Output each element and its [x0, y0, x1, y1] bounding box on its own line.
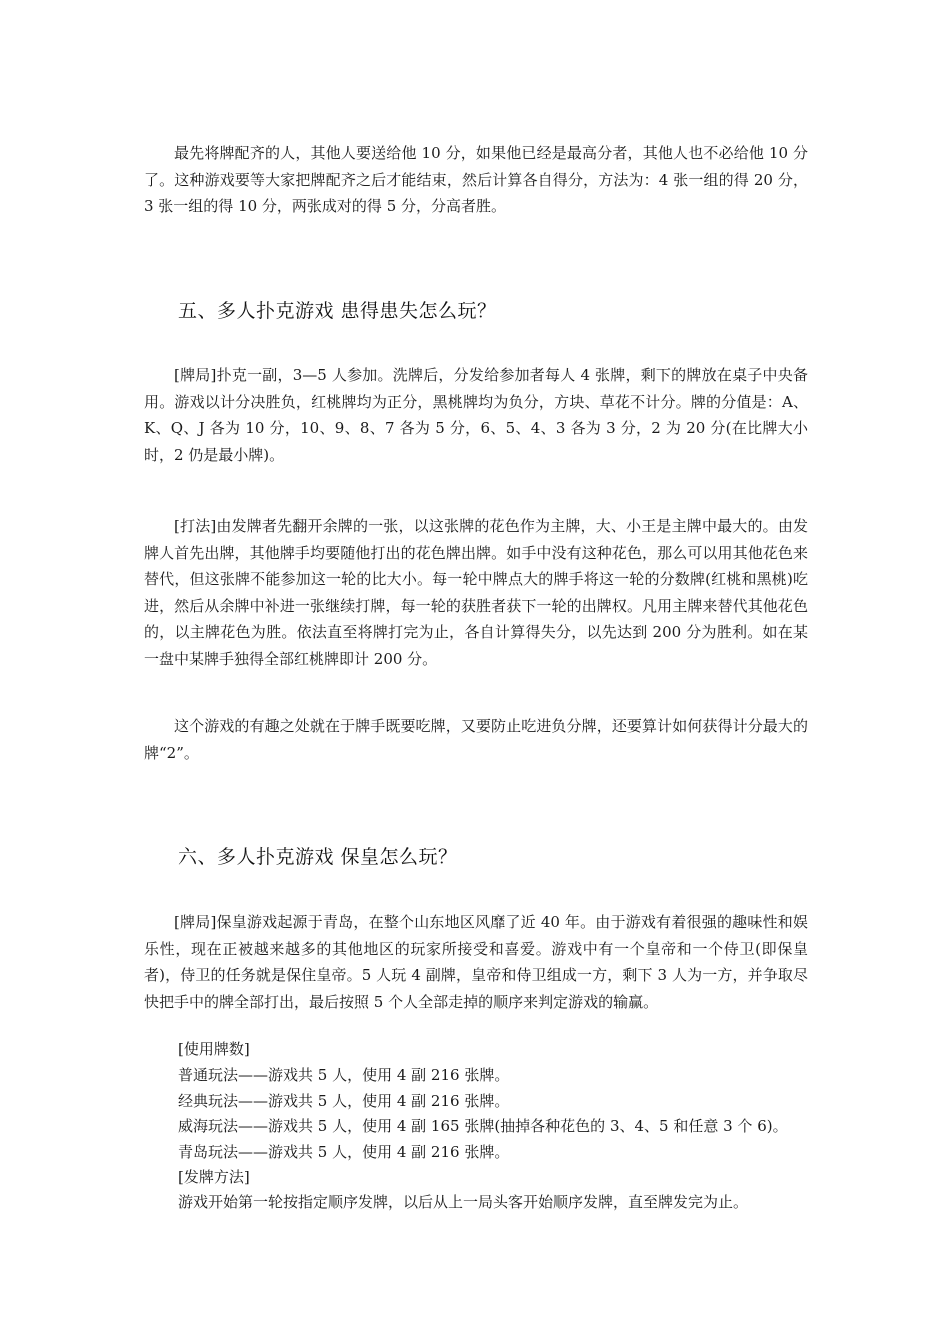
section-6-heading: 六、多人扑克游戏 保皇怎么玩？ [178, 846, 458, 868]
deal-method-line: 游戏开始第一轮按指定顺序发牌，以后从上一局头客开始顺序发牌，直至牌发完为止。 [178, 1193, 749, 1211]
rule-line-weihai: 威海玩法——游戏共 5 人，使用 4 副 165 张牌(抽掉各种花色的 3、4、5 和任意 3 个 6)。 [178, 1117, 788, 1135]
deal-method-label: [发牌方法] [178, 1168, 250, 1186]
section-5-fun-paragraph: 这个游戏的有趣之处就在于牌手既要吃牌，又要防止吃进负分牌，还要算计如何获得计分最大的牌“2”。 [144, 717, 808, 762]
rule-line-normal: 普通玩法——游戏共 5 人，使用 4 副 216 张牌。 [178, 1066, 510, 1084]
section-5-play-paragraph: [打法]由发牌者先翻开余牌的一张，以这张牌的花色作为主牌，大、小王是主牌中最大的。由发牌人首先出牌，其他牌手均要随他打出的花色牌出牌。如手中没有这种花色，那么可以用其他花色来替代，但这张牌不能参加这一轮的比大小。每一轮中牌点大的牌手将这一轮的分数牌(红桃和黑桃)吃进，然后从余牌中补进一张继续打牌，每一轮的获胜者获下一轮的出牌权。凡用主牌来替代其他花色的，以主牌花色为胜。依法直至将牌打完为止，各自计算得失分，以先达到 200 分为胜利。如在某一盘中某牌手独得全部红桃牌即计 200 分。 [144, 517, 808, 668]
card-count-label: [使用牌数] [178, 1040, 250, 1058]
rule-line-qingdao: 青岛玩法——游戏共 5 人，使用 4 副 216 张牌。 [178, 1143, 510, 1161]
section-5-layout-paragraph: [牌局]扑克一副，3—5 人参加。洗牌后，分发给参加者每人 4 张牌，剩下的牌放在桌子中央备用。游戏以计分决胜负，红桃牌均为正分，黑桃牌均为负分，方块、草花不计分。牌的分值是：A、K、Q、J 各为 10 分，10、9、8、7 各为 5 分，6、5、4、3 各为 3 分，2 为 20 分(在比牌大小时，2 仍是最小牌)。 [144, 366, 808, 464]
section-5-heading: 五、多人扑克游戏 患得患失怎么玩？ [178, 300, 497, 322]
intro-paragraph: 最先将牌配齐的人，其他人要送给他 10 分，如果他已经是最高分者，其他人也不必给他 10 分了。这种游戏要等大家把牌配齐之后才能结束，然后计算各自得分，方法为：4 张一组的得 20 分，3 张一组的得 10 分，两张成对的得 5 分，分高者胜。 [144, 144, 808, 215]
rule-line-classic: 经典玩法——游戏共 5 人，使用 4 副 216 张牌。 [178, 1092, 510, 1110]
section-6-layout-paragraph: [牌局]保皇游戏起源于青岛，在整个山东地区风靡了近 40 年。由于游戏有着很强的趣味性和娱乐性，现在正被越来越多的其他地区的玩家所接受和喜爱。游戏中有一个皇帝和一个侍卫(即保皇者)，侍卫的任务就是保住皇帝。5 人玩 4 副牌，皇帝和侍卫组成一方，剩下 3 人为一方，并争取尽快把手中的牌全部打出，最后按照 5 个人全部走掉的顺序来判定游戏的输赢。 [144, 913, 808, 1011]
